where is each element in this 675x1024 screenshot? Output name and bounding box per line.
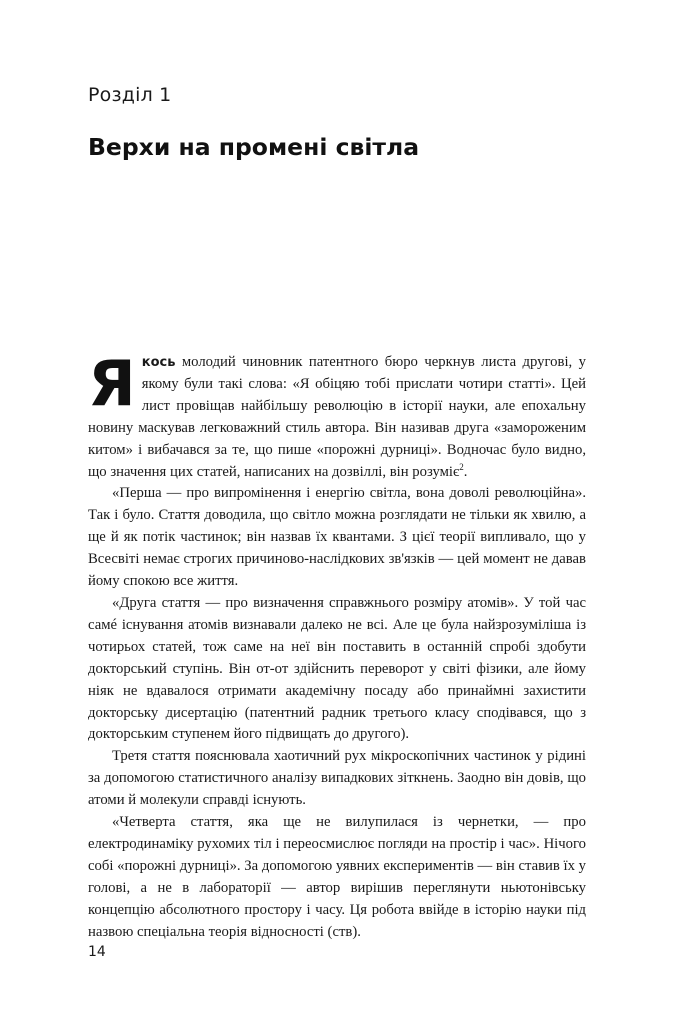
- abbreviation: ств: [332, 923, 353, 940]
- paragraph-3: «Друга стаття — про визначення справжнього розміру атомів». У той час самé існування атомів визнавали далеко не всі. Але це була найзрозуміліша із чотирьох статей, тож саме на неї він поставить в останній спробі здобути докторський ступінь. Він от-от здійснить переворот у світі фізики, але йому ніяк не вдавалося отримати академічну посаду або принаймні захистити докторську дисертацію (патентний радник третього класу сподівався, що з докторським ступенем його підвищать до другого).: [88, 594, 586, 743]
- paragraph-2: «Перша — про випромінення і енергію світла, вона доволі революційна». Так і було. Стаття доводила, що світло можна розглядати не тільки як хвилю, а ще й як потік частинок; він назвав їх квантами. З цієї теорії випливало, що у Всесвіті немає строгих причиново-наслідкових зв'язків — цей момент не давав йому спокою все життя.: [88, 485, 586, 590]
- drop-cap: Я: [88, 347, 136, 420]
- body-text: [88, 347, 586, 943]
- footnote-marker: 2: [459, 461, 464, 472]
- chapter-label: Розділ 1: [88, 84, 172, 106]
- paragraph-5-text: «Четверта стаття, яка ще не вилупилася із чернетки, — про електродинаміку рухомих тіл і переосмислює погляди на простір і час». Нічого собі «порожні дурниці». За допомогою уявних експериментів — він ставив їх у голові, а не в лабораторії — автор вирішив переглянути ньютонівську концепцію абсолютного простору і часу. Ця робота ввійде в історію науки під назвою спеціальна теорія відносності (: [88, 814, 586, 940]
- page-number: 14: [88, 944, 106, 960]
- paragraph-1-text: молодий чиновник патентного бюро черкнув листа другові, у якому були такі слова: «Я обіцяю тобі прислати чотири статті». Цей лист провіщав найбільшу революцію в історії науки, але епохальну новину маскував легковажний стиль автора. Він називав друга «замороженим китом» і вибачався за те, що пише «порожні дурниці». Водночас було видно, що значення цих статей, написаних на дозвіллі, він розуміє: [88, 354, 586, 480]
- paragraph-5-end: ).: [352, 923, 361, 940]
- paragraph-1-end: .: [463, 463, 468, 480]
- paragraph-5: [88, 812, 586, 943]
- lead-word: кось: [141, 355, 176, 370]
- paragraph-4: Третя стаття пояснювала хаотичний рух мікроскопічних частинок у рідині за допомогою статистичного аналізу випадкових зіткнень. Заодно він довів, що атоми й молекули справді існують.: [88, 748, 586, 809]
- chapter-title: Верхи на промені світла: [88, 133, 420, 161]
- paragraph-1: [88, 347, 586, 483]
